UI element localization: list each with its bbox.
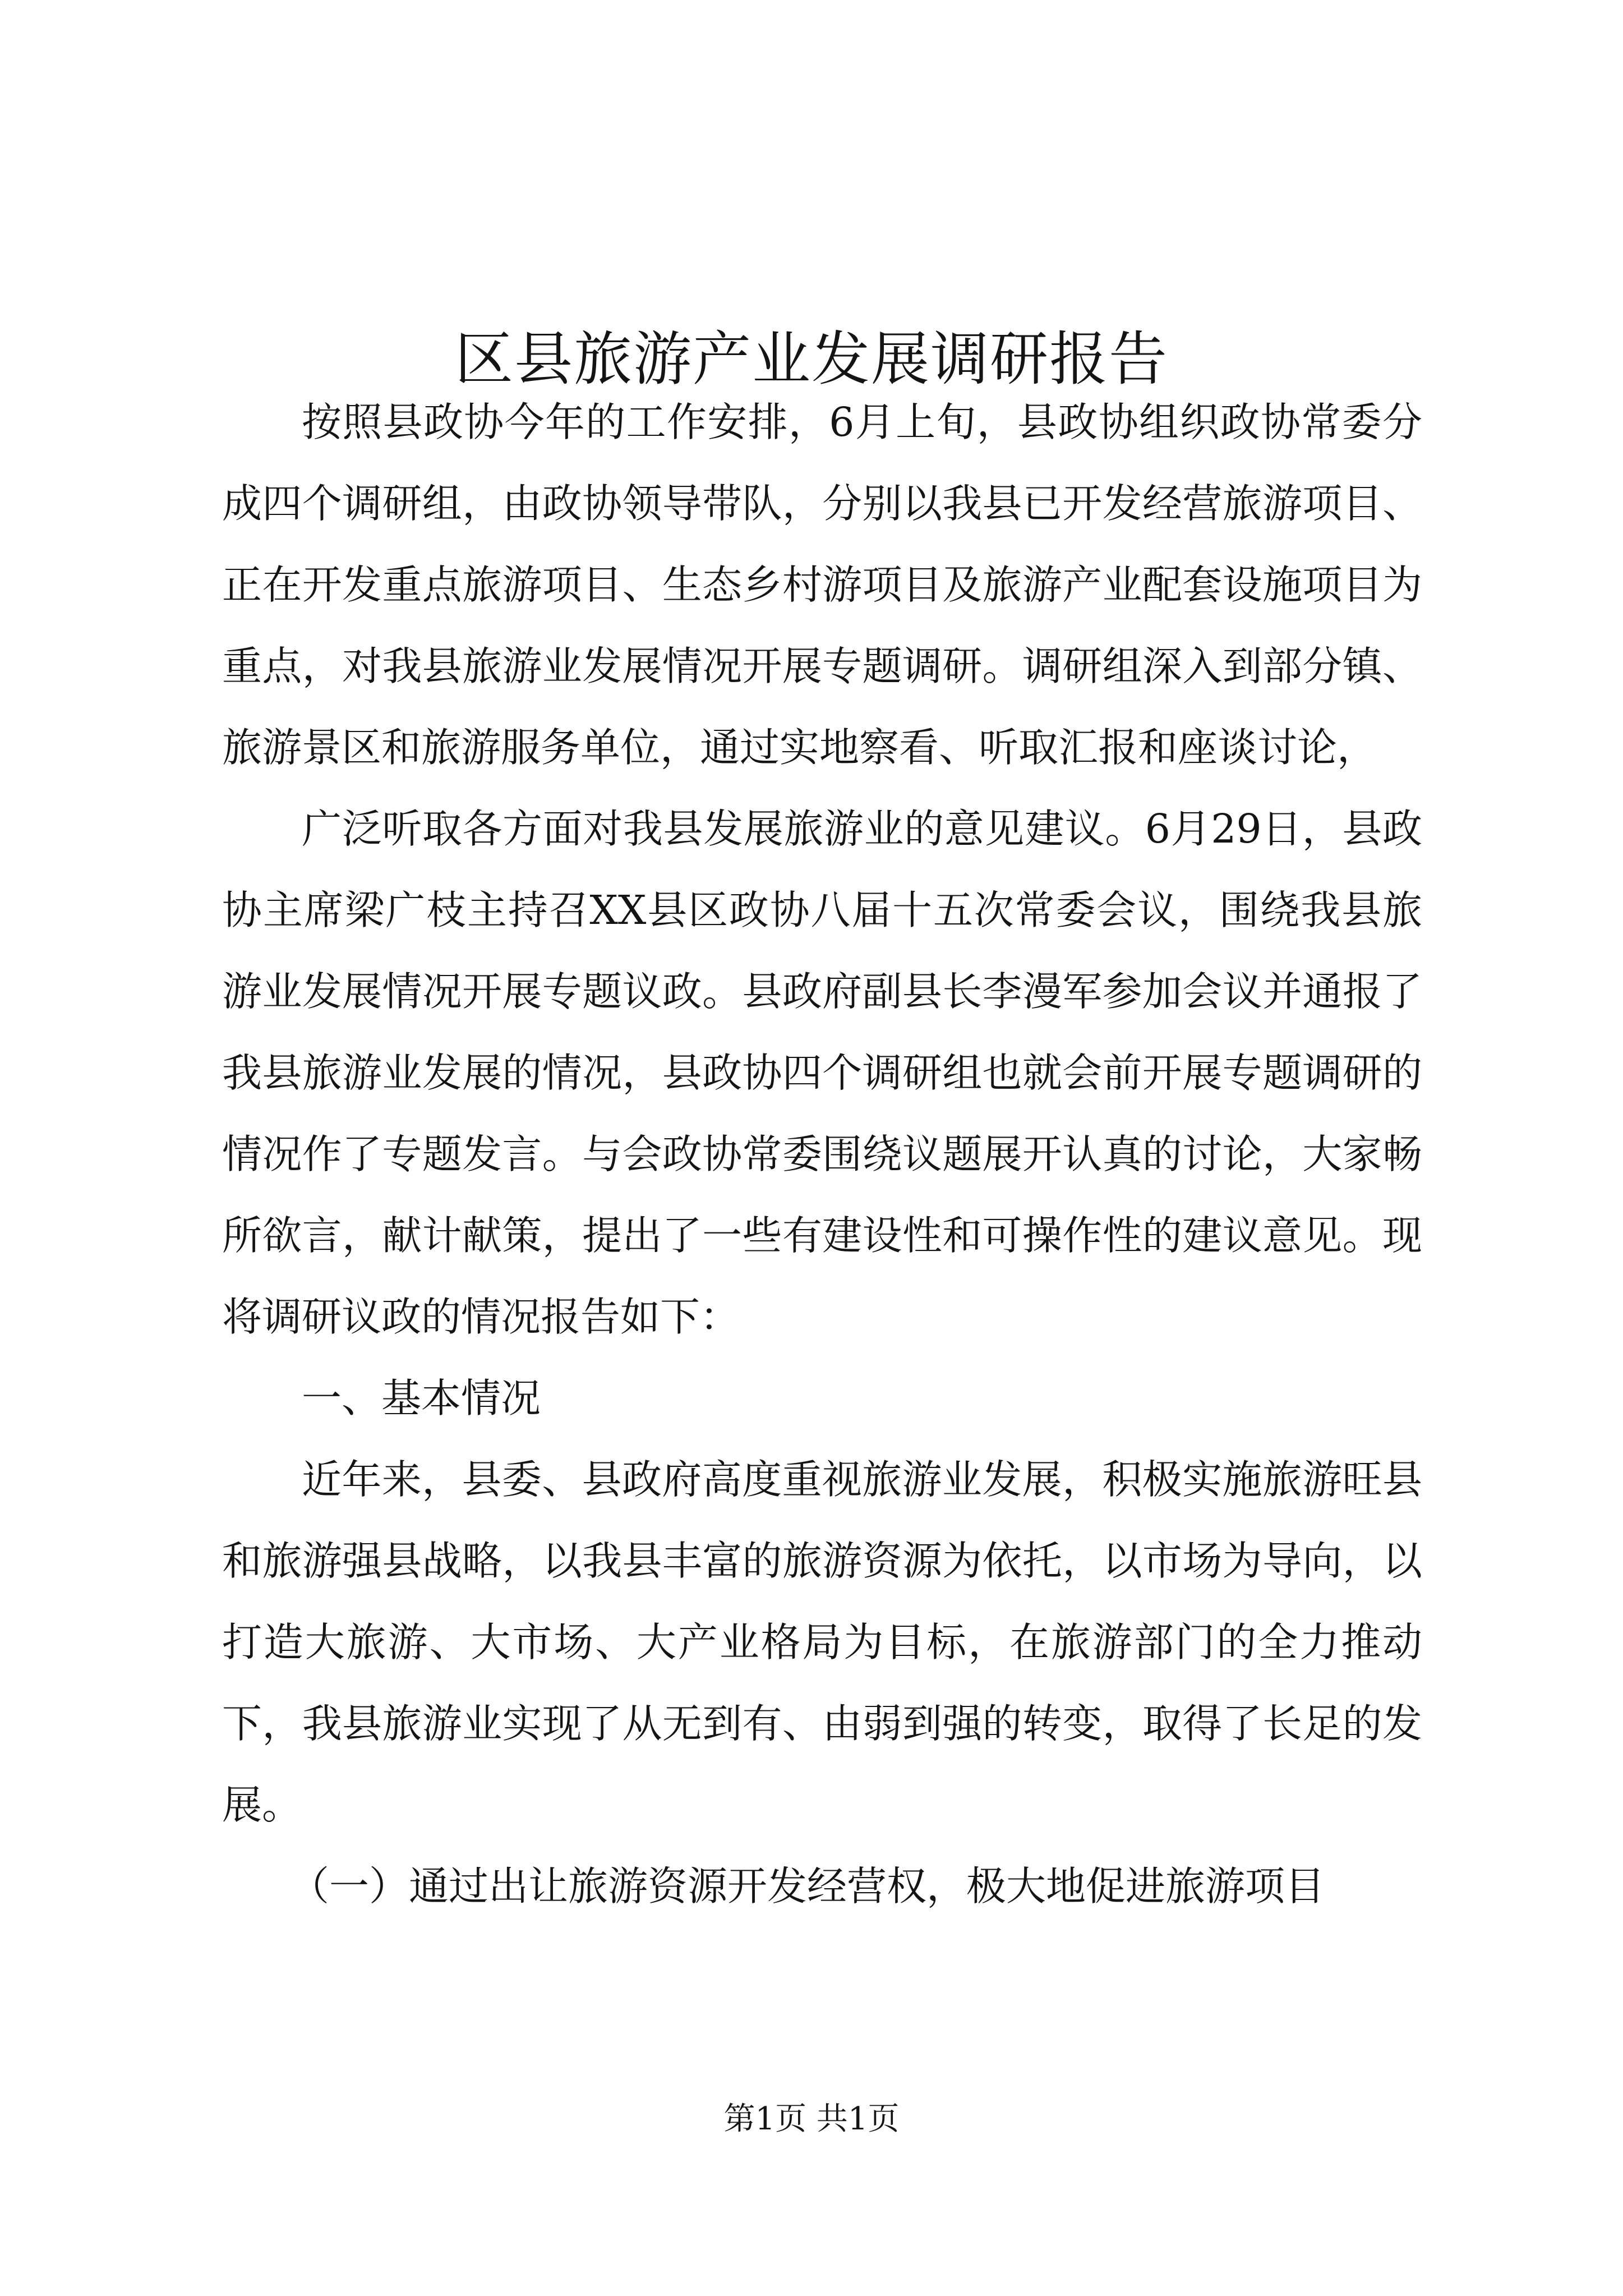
paragraph-intro: 按照县政协今年的工作安排，6月上旬，县政协组织政协常委分成四个调研组，由政协领导带队，分别以我县已开发经营旅游项目、正在开发重点旅游项目、生态乡村游项目及旅游产业配套设施项目为重点，对我县旅游业发展情况开展专题调研。调研组深入到部分镇、旅游景区和旅游服务单位，通过实地察看、听取汇报和座谈讨论， [222,399,1422,771]
subsection-heading-1: （一）通过出让旅游资源开发经营权，极大地促进旅游项目 [289,1863,1325,1910]
document-body [222,381,1422,1927]
document-title: 区县旅游产业发展调研报告 [454,324,1168,393]
paragraph-basic-situation: 近年来，县委、县政府高度重视旅游业发展，积极实施旅游旺县和旅游强县战略，以我县丰富的旅游资源为依托，以市场为导向，以打造大旅游、大市场、大产业格局为目标，在旅游部门的全力推动下，我县旅游业实现了从无到有、由弱到强的转变，取得了长足的发展。 [222,1456,1422,1828]
paragraph-meeting: 广泛听取各方面对我县发展旅游业的意见建议。6月29日，县政协主席梁广枝主持召XX县区政协八届十五次常委会议，围绕我县旅游业发展情况开展专题议政。县政府副县长李漫军参加会议并通报了我县旅游业发展的情况，县政协四个调研组也就会前开展专题调研的情况作了专题发言。与会政协常委围绕议题展开认真的讨论，大家畅所欲言，献计献策，提出了一些有建设性和可操作性的建议意见。现将调研议政的情况报告如下： [222,806,1422,1340]
section-heading-basic-situation: 一、基本情况 [302,1375,541,1421]
page-number-footer: 第1页 共1页 [723,2101,900,2137]
